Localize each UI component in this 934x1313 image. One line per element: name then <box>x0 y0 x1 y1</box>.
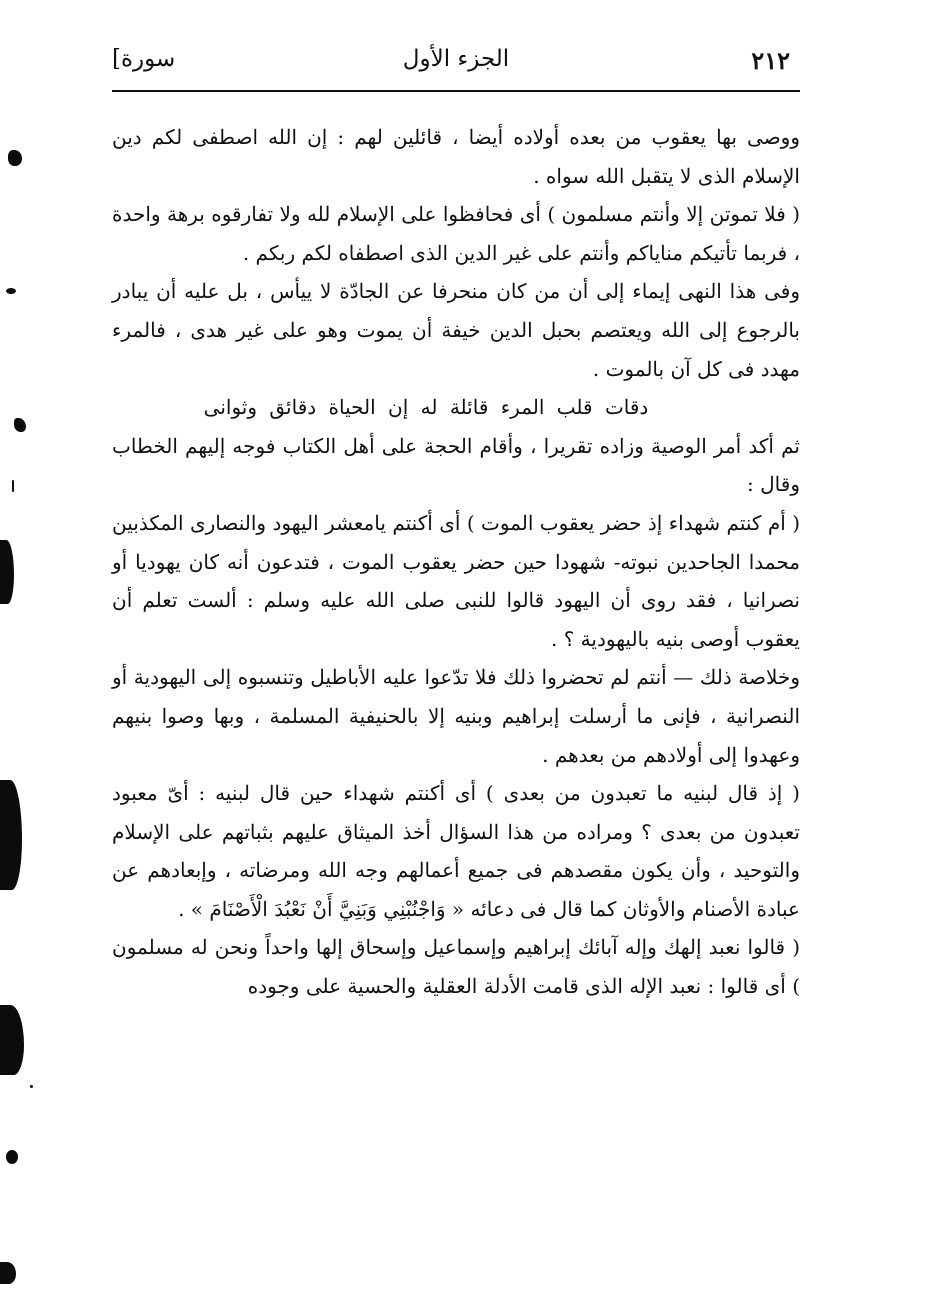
scan-blot <box>14 418 26 432</box>
scan-blot <box>6 288 16 294</box>
paragraph: ثم أكد أمر الوصية وزاده تقريرا ، وأقام الحجة على أهل الكتاب فوجه إليهم الخطاب وقال : <box>112 433 800 497</box>
part-title: الجزء الأول <box>402 46 510 72</box>
paragraph: وخلاصة ذلك — أنتم لم تحضروا ذلك فلا تدّعوا عليه الأباطيل وتنسبوه إلى اليهودية أو النصرانية ، فإنى ما أرسلت إبراهيم وبنيه إلا بالحنيفية المسلمة ، وبها وصوا بنيهم وعهدوا إلى أولادهم من بعدهم . <box>112 665 800 767</box>
paragraph: وفى هذا النهى إيماء إلى أن من كان منحرفا عن الجادّة لا ييأس ، بل عليه أن يبادر بالرجوع إلى الله ويعتصم بحبل الدين خيفة أن يموت وهو على غير هدى ، فالمرء مهدد فى كل آن بالموت . <box>112 279 800 381</box>
page-body <box>112 118 800 1006</box>
scan-blot <box>0 1005 24 1075</box>
section-label: [سورة <box>112 46 176 72</box>
paragraph: ( قالوا نعبد إلهك وإله آبائك إبراهيم وإسماعيل وإسحاق إلها واحداً ونحن له مسلمون ) أى قالوا : نعبد الإله الذى قامت الأدلة العقلية والحسية على وجوده <box>112 935 800 999</box>
paragraph: ووصى بها يعقوب من بعده أولاده أيضا ، قائلين لهم : إن الله اصطفى لكم دين الإسلام الذى لا يتقبل الله سواه . <box>112 125 800 188</box>
scan-blot <box>0 540 14 604</box>
scan-blot <box>0 780 22 890</box>
poetry-verse: دقات قلب المرء قائلة له إن الحياة دقائق وثوانى <box>203 395 649 420</box>
scan-speck <box>12 480 14 492</box>
paragraph: ( أم كنتم شهداء إذ حضر يعقوب الموت ) أى أكنتم يامعشر اليهود والنصارى المكذبين محمدا الجاحدين نبوته- شهودا حين حضر يعقوب الموت ، فتدعون أنه كان يهوديا أو نصرانيا ، فقد روى أن اليهود قالوا للنبى صلى الله عليه وسلم : ألست تعلم أن يعقوب أوصى بنيه باليهودية ؟ . <box>112 510 800 651</box>
scan-blot <box>0 1262 16 1284</box>
paragraph: ( إذ قال لبنيه ما تعبدون من بعدى ) أى أكنتم شهداء حين قال لبنيه : أىّ معبود تعبدون من بعدى ؟ ومراده من هذا السؤال أخذ الميثاق عليهم بثباتهم على الإسلام والتوحيد ، وأن يكون مقصدهم فى جميع أعمالهم وجه الله ومرضاته ، وإبعادهم عن عبادة الأصنام والأوثان كما قال فى دعائه « وَاجْنُبْنِي وَبَنِيَّ أَنْ نَعْبُدَ الْأَصْنَامَ » . <box>112 781 800 921</box>
page-number: ٢١٢ <box>751 46 790 75</box>
paragraph: ( فلا تموتن إلا وأنتم مسلمون ) أى فحافظوا على الإسلام لله ولا تفارقوه برهة واحدة ، فربما تأتيكم مناياكم وأنتم على غير الدين الذى اصطفاه لكم ربكم . <box>112 202 800 265</box>
scan-speck <box>30 1085 33 1088</box>
scan-blot <box>6 1150 18 1164</box>
page-header <box>112 40 800 92</box>
scan-blot <box>8 150 22 166</box>
